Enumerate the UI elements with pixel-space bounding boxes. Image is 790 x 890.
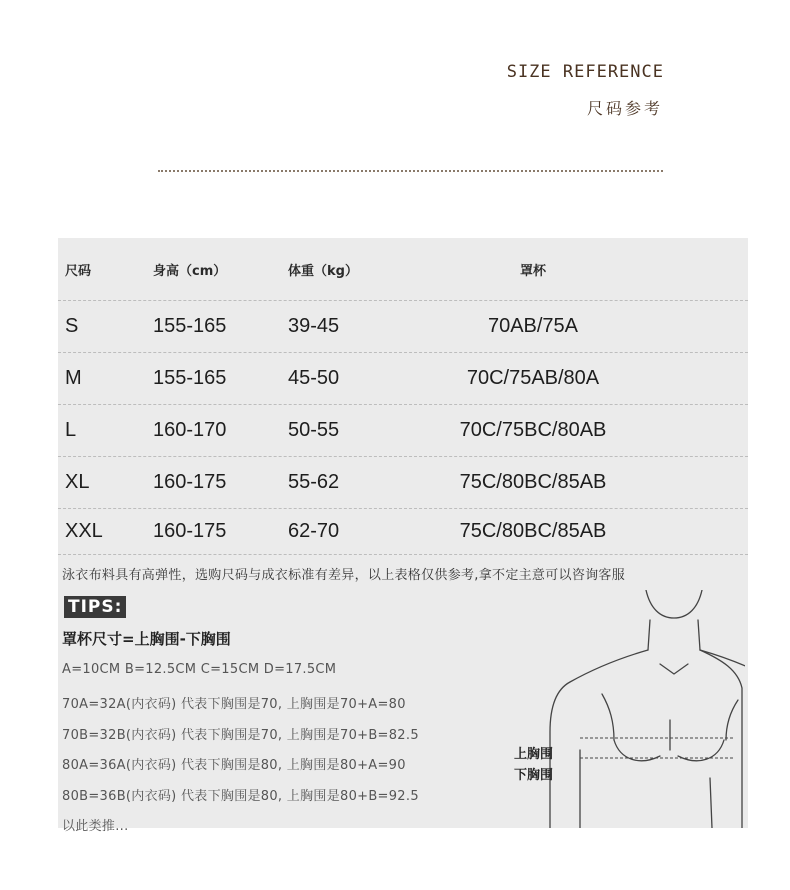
cell-size: S	[65, 315, 79, 337]
cell-weight: 55-62	[288, 471, 340, 493]
cell-size: XXL	[65, 520, 103, 542]
under-bust-label: 下胸围	[514, 768, 554, 783]
header-size: 尺码	[65, 263, 92, 279]
tip-line: 以此类推...	[62, 819, 129, 834]
tip-line: 80A=36A(内衣码) 代表下胸围是80, 上胸围是80+A=90	[62, 758, 406, 773]
upper-bust-label: 上胸围	[514, 747, 554, 762]
tip-line: 70A=32A(内衣码) 代表下胸围是70, 上胸围是70+A=80	[62, 697, 406, 712]
tip-line: 80B=36B(内衣码) 代表下胸围是80, 上胸围是80+B=92.5	[62, 789, 419, 804]
cell-cup: 70AB/75A	[487, 315, 579, 337]
cell-weight: 50-55	[288, 419, 340, 441]
tips-badge: TIPS:	[64, 596, 126, 618]
table-row	[58, 457, 748, 509]
table-row	[58, 353, 748, 405]
cell-height: 160-175	[153, 520, 227, 542]
cup-sizes-line: A=10CM B=12.5CM C=15CM D=17.5CM	[62, 662, 337, 677]
cell-height: 160-170	[153, 419, 227, 441]
size-chart-panel	[58, 238, 748, 834]
cell-weight: 39-45	[288, 315, 340, 337]
cell-cup: 70C/75AB/80A	[466, 367, 600, 389]
header-height: 身高（cm）	[153, 263, 227, 279]
table-row	[58, 405, 748, 457]
cell-size: M	[65, 367, 82, 389]
cell-size: L	[65, 419, 77, 441]
header-divider	[158, 170, 663, 172]
cell-weight: 62-70	[288, 520, 340, 542]
header-weight: 体重（kg）	[288, 263, 358, 279]
header-title-en: SIZE REFERENCE	[506, 62, 664, 82]
table-row	[58, 509, 748, 555]
cell-weight: 45-50	[288, 367, 340, 389]
tip-line: 70B=32B(内衣码) 代表下胸围是70, 上胸围是70+B=82.5	[62, 728, 419, 743]
cell-cup: 70C/75BC/80AB	[459, 419, 607, 441]
cup-formula: 罩杯尺寸=上胸围-下胸围	[62, 630, 231, 648]
bust-diagram	[510, 590, 745, 828]
fit-note: 泳衣布料具有高弹性，选购尺码与成衣标准有差异，以上表格仅供参考,拿不定主意可以咨询客服	[62, 568, 626, 583]
cell-size: XL	[65, 471, 90, 493]
table-header-row	[58, 238, 748, 301]
cell-height: 155-165	[153, 367, 227, 389]
cell-height: 155-165	[153, 315, 227, 337]
header-title-cn: 尺码参考	[586, 99, 663, 118]
cell-height: 160-175	[153, 471, 227, 493]
table-row	[58, 301, 748, 353]
cell-cup: 75C/80BC/85AB	[459, 471, 607, 493]
header-cup: 罩杯	[519, 263, 546, 279]
cell-cup: 75C/80BC/85AB	[459, 520, 607, 542]
